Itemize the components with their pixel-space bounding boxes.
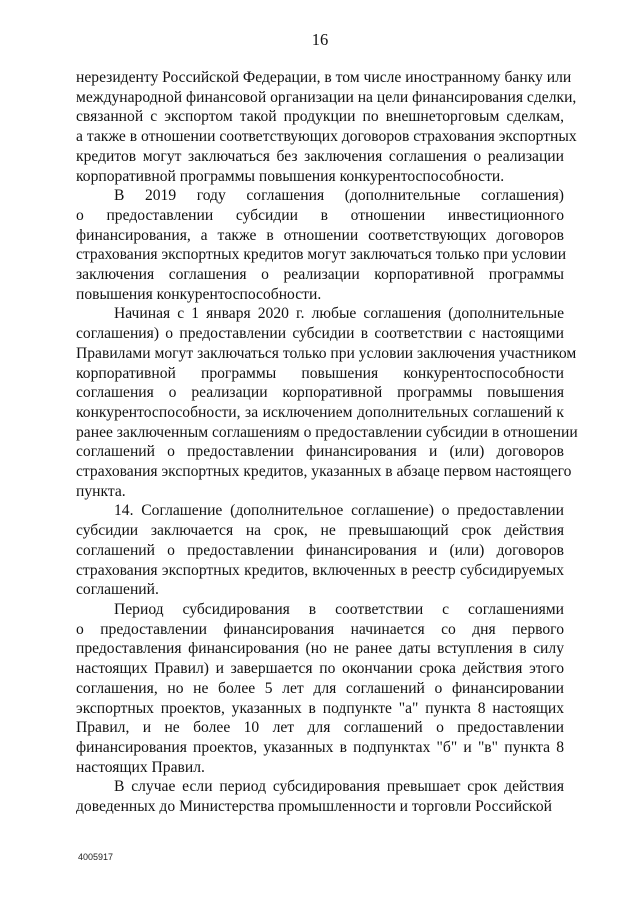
text-line: экспортных проектов, указанных в подпункте "а" пункта 8 настоящих <box>76 699 564 717</box>
text-line: кредитов могут заключаться без заключения соглашения о реализации <box>76 147 564 165</box>
text-line: заключения соглашения о реализации корпоративной программы <box>76 266 564 284</box>
page-number: 16 <box>311 30 329 49</box>
paragraph <box>76 777 564 816</box>
paragraph <box>76 304 578 501</box>
text-line: Период субсидирования в соответствии с соглашениями <box>114 600 564 618</box>
text-line: В случае если период субсидирования превышает срок действия <box>114 778 564 796</box>
text-line: корпоративной программы повышения конкурентоспособности. <box>76 167 505 185</box>
text-line: соглашений о предоставлении финансирования и (или) договоров <box>76 541 564 559</box>
text-line: Правил, и не более 10 лет для соглашений о предоставлении <box>76 719 564 737</box>
text-line: нерезиденту Российской Федерации, в том числе иностранному банку или <box>76 69 572 86</box>
text-line: ранее заключенным соглашениям о предоставлении субсидии в отношении <box>76 423 578 441</box>
text-line: о предоставлении субсидии в отношении инвестиционного <box>76 206 564 224</box>
paragraph <box>76 501 564 600</box>
text-line: о предоставлении финансирования начинается со дня первого <box>76 620 564 638</box>
text-line: международной финансовой организации на цели финансирования сделки, <box>76 88 577 106</box>
text-line: соглашения о реализации корпоративной программы повышения <box>76 384 564 402</box>
text-line: конкурентоспособности, за исключением дополнительных соглашений к <box>76 403 564 421</box>
document-code: 4005917 <box>78 852 114 862</box>
text-line: соглашения, но не более 5 лет для соглашений о финансировании <box>76 679 564 697</box>
text-line: доведенных до Министерства промышленности и торговли Российской <box>76 798 552 816</box>
text-line: страхования экспортных кредитов, включенных в реестр субсидируемых <box>76 561 564 579</box>
text-line: предоставления финансирования (но не ранее даты вступления в силу <box>76 640 564 658</box>
text-line: соглашений. <box>76 581 159 599</box>
text-line: настоящих Правил) и завершается по окончании срока действия этого <box>76 660 564 678</box>
document-body <box>76 68 578 817</box>
text-line: страхования экспортных кредитов, указанных в абзаце первом настоящего <box>76 463 572 481</box>
text-line: финансирования проектов, указанных в подпунктах "б" и "в" пункта 8 <box>76 738 564 756</box>
text-line: соглашения) о предоставлении субсидии в соответствии с настоящими <box>76 325 564 343</box>
text-line: 14. Соглашение (дополнительное соглашение) о предоставлении <box>114 502 564 520</box>
paragraph <box>76 600 564 777</box>
text-line: субсидии заключается на срок, не превышающий срок действия <box>76 522 564 540</box>
text-line: а также в отношении соответствующих договоров страхования экспортных <box>76 128 577 146</box>
text-line: финансирования, а также в отношении соответствующих договоров <box>76 226 564 244</box>
text-line: В 2019 году соглашения (дополнительные соглашения) <box>114 187 564 205</box>
paragraph <box>76 68 577 186</box>
text-line: страхования экспортных кредитов могут заключаться только при условии <box>76 246 567 264</box>
text-line: корпоративной программы повышения конкурентоспособности <box>76 364 564 382</box>
text-line: связанной с экспортом такой продукции по внешнеторговым сделкам, <box>76 108 564 126</box>
text-line: соглашений о предоставлении финансирования и (или) договоров <box>76 443 564 461</box>
text-line: пункта. <box>76 482 126 500</box>
paragraph <box>76 186 567 304</box>
text-line: Правилами могут заключаться только при условии заключения участником <box>76 344 577 362</box>
text-line: Начиная с 1 января 2020 г. любые соглашения (дополнительные <box>114 305 564 323</box>
text-line: настоящих Правил. <box>76 758 205 776</box>
text-line: повышения конкурентоспособности. <box>76 285 322 303</box>
